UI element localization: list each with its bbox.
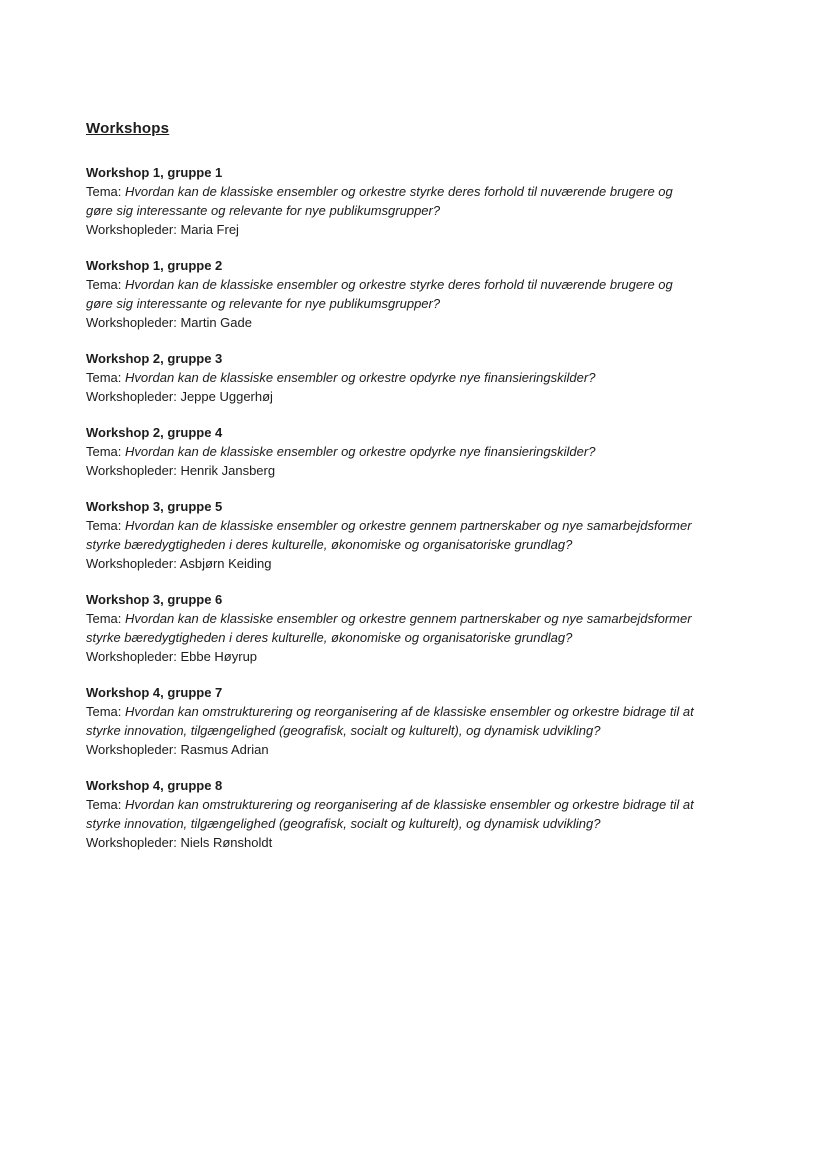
leder-label: Workshopleder: — [86, 463, 177, 478]
tema-label: Tema: — [86, 184, 122, 199]
leder-name: Rasmus Adrian — [180, 742, 269, 757]
workshop-title: Workshop 4, gruppe 8 — [86, 778, 223, 793]
workshop-leder-line — [86, 220, 698, 239]
leder-label: Workshopleder: — [86, 742, 177, 757]
tema-label: Tema: — [86, 277, 122, 292]
tema-label: Tema: — [86, 611, 122, 626]
workshop-tema-line — [86, 275, 698, 313]
tema-text: Hvordan kan de klassiske ensembler og orkestre gennem partnerskaber og nye samarbejdsformer styrke bæredygtigheden i deres kulturelle, økonomiske og organisatoriske grundlag? — [86, 611, 692, 645]
leder-label: Workshopleder: — [86, 556, 177, 571]
workshop-title: Workshop 3, gruppe 5 — [86, 499, 223, 514]
workshop-title: Workshop 1, gruppe 1 — [86, 165, 223, 180]
tema-text: Hvordan kan de klassiske ensembler og orkestre styrke deres forhold til nuværende brugere og gøre sig interessante og relevante for nye publikumsgrupper? — [86, 277, 673, 311]
tema-label: Tema: — [86, 370, 122, 385]
workshop-tema-line — [86, 702, 698, 740]
tema-label: Tema: — [86, 797, 122, 812]
tema-label: Tema: — [86, 444, 122, 459]
workshop-tema-line — [86, 609, 698, 647]
workshop-section — [86, 423, 698, 480]
workshop-title: Workshop 1, gruppe 2 — [86, 258, 223, 273]
workshop-leder-line — [86, 461, 698, 480]
tema-text: Hvordan kan omstrukturering og reorganisering af de klassiske ensembler og orkestre bidrage til at styrke innovation, tilgængelighed (geografisk, socialt og kulturelt), og dynamisk udvikling? — [86, 704, 694, 738]
workshop-leder-line — [86, 554, 698, 573]
leder-name: Maria Frej — [180, 222, 239, 237]
leder-name: Martin Gade — [180, 315, 252, 330]
leder-label: Workshopleder: — [86, 835, 177, 850]
workshop-section — [86, 256, 698, 332]
tema-text: Hvordan kan de klassiske ensembler og orkestre opdyrke nye finansieringskilder? — [125, 444, 596, 459]
workshop-section — [86, 349, 698, 406]
workshop-tema-line — [86, 442, 698, 461]
workshop-section — [86, 683, 698, 759]
tema-text: Hvordan kan de klassiske ensembler og orkestre opdyrke nye finansieringskilder? — [125, 370, 596, 385]
workshop-leder-line — [86, 647, 698, 666]
workshop-tema-line — [86, 516, 698, 554]
leder-name: Niels Rønsholdt — [180, 835, 273, 850]
tema-text: Hvordan kan de klassiske ensembler og orkestre gennem partnerskaber og nye samarbejdsformer styrke bæredygtigheden i deres kulturelle, økonomiske og organisatoriske grundlag? — [86, 518, 692, 552]
leder-label: Workshopleder: — [86, 649, 177, 664]
leder-name: Henrik Jansberg — [180, 463, 276, 478]
workshop-leder-line — [86, 387, 698, 406]
workshop-title: Workshop 3, gruppe 6 — [86, 592, 223, 607]
workshop-tema-line — [86, 795, 698, 833]
leder-label: Workshopleder: — [86, 222, 177, 237]
leder-name: Ebbe Høyrup — [180, 649, 258, 664]
tema-text: Hvordan kan de klassiske ensembler og orkestre styrke deres forhold til nuværende brugere og gøre sig interessante og relevante for nye publikumsgrupper? — [86, 184, 673, 218]
page-title: Workshops — [86, 120, 170, 137]
leder-name: Jeppe Uggerhøj — [180, 389, 273, 404]
document-content — [86, 120, 698, 869]
workshop-section — [86, 776, 698, 852]
workshop-leder-line — [86, 313, 698, 332]
workshop-title: Workshop 2, gruppe 3 — [86, 351, 223, 366]
workshop-tema-line — [86, 182, 698, 220]
workshop-list — [86, 163, 698, 852]
workshop-section — [86, 590, 698, 666]
workshop-leder-line — [86, 740, 698, 759]
leder-label: Workshopleder: — [86, 389, 177, 404]
leder-name: Asbjørn Keiding — [179, 556, 272, 571]
workshop-section — [86, 497, 698, 573]
workshop-title: Workshop 4, gruppe 7 — [86, 685, 223, 700]
workshop-leder-line — [86, 833, 698, 852]
tema-text: Hvordan kan omstrukturering og reorganisering af de klassiske ensembler og orkestre bidrage til at styrke innovation, tilgængelighed (geografisk, socialt og kulturelt), og dynamisk udvikling? — [86, 797, 694, 831]
workshop-section — [86, 163, 698, 239]
workshop-title: Workshop 2, gruppe 4 — [86, 425, 223, 440]
tema-label: Tema: — [86, 518, 122, 533]
leder-label: Workshopleder: — [86, 315, 177, 330]
workshop-tema-line — [86, 368, 698, 387]
tema-label: Tema: — [86, 704, 122, 719]
